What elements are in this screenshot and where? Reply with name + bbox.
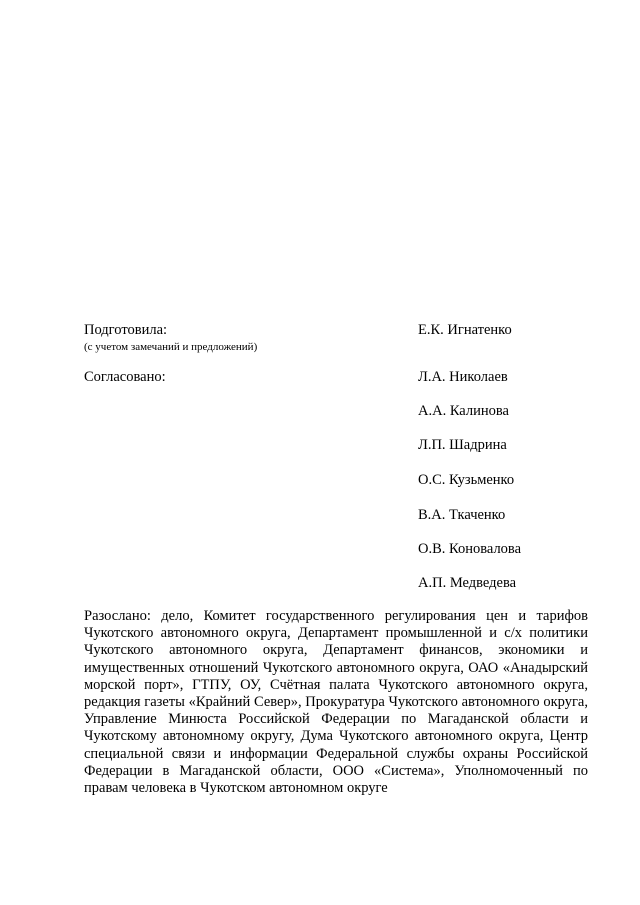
agreed-label: Согласовано: xyxy=(84,369,166,385)
agreed-name: А.П. Медведева xyxy=(418,575,517,591)
distribution-list: Разослано: дело, Комитет государственного регулирования цен и тарифов Чукотского автономного округа, Департамент промышленной и с/х политики Чукотского автономного округа, Департамент финансов, экономики и имущественных отношений Чукотского автономного округа, ОАО «Анадырский морской порт», ГТПУ, ОУ, Счётная палата Чукотского автономного округа, редакция газеты «Крайний Север», Прокуратура Чукотского автономного округа, Управление Минюста Российской Федерации по Магаданской области и Чукотскому автономному округу, Дума Чукотского автономного округа, Центр специальной связи и информации Федеральной службы охраны Российской Федерации в Магаданской области, ООО «Система», Уполномоченный по правам человека в Чукотском автономном округе xyxy=(84,608,588,797)
prepared-label: Подготовила: xyxy=(84,322,168,338)
agreed-name: В.А. Ткаченко xyxy=(418,507,506,523)
agreed-name: А.А. Калинова xyxy=(418,403,509,419)
agreed-name: О.В. Коновалова xyxy=(418,541,522,557)
agreed-name: О.С. Кузьменко xyxy=(418,472,515,488)
agreed-name: Л.П. Шадрина xyxy=(418,437,507,453)
prepared-note: (с учетом замечаний и предложений) xyxy=(84,341,258,353)
agreed-name: Л.А. Николаев xyxy=(418,369,508,385)
prepared-name: Е.К. Игнатенко xyxy=(418,322,512,338)
